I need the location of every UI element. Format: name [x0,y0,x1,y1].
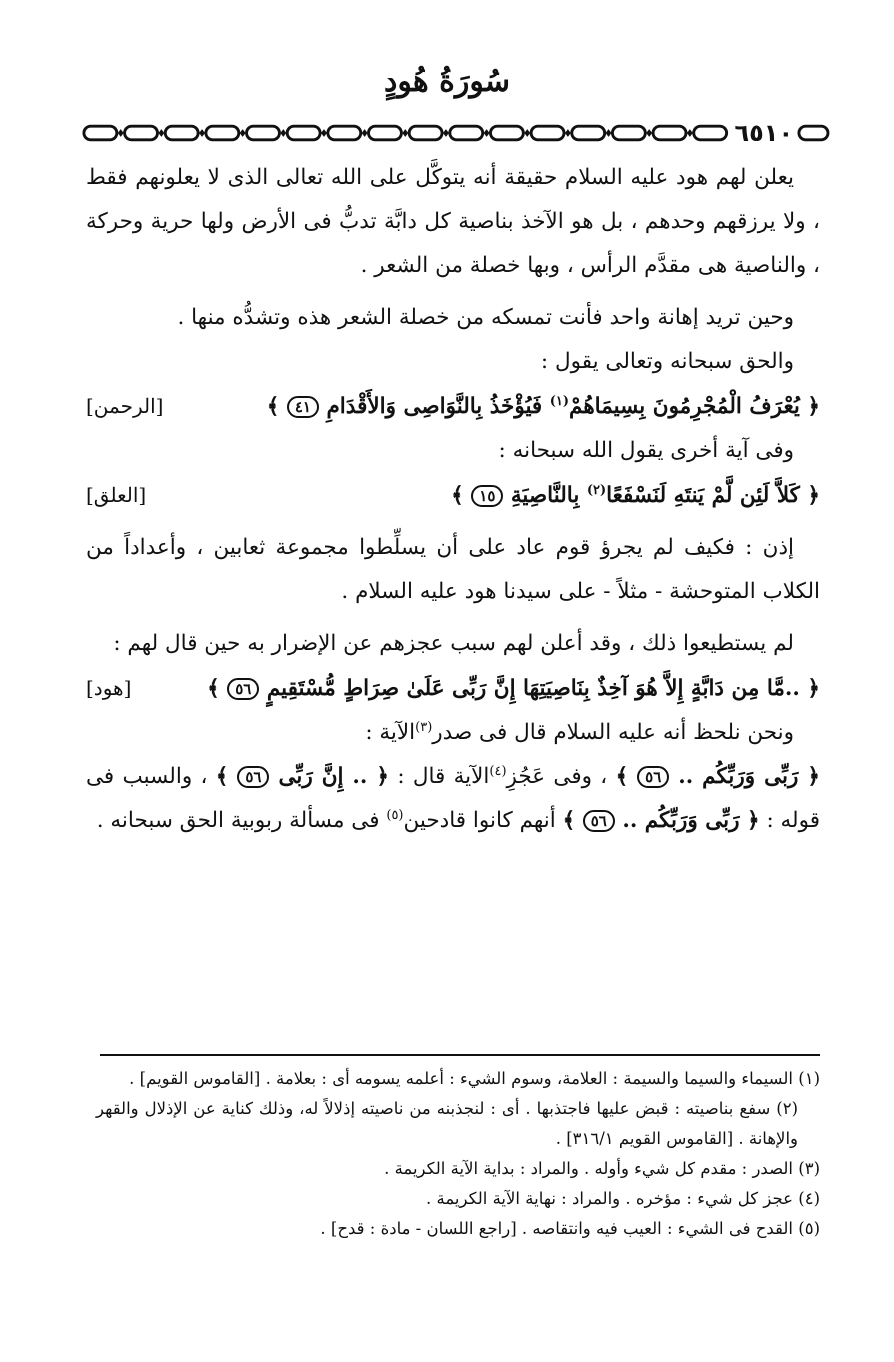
main-text [86,156,820,843]
footnote-3: (٣) الصدر : مقدم كل شيء وأوله . والمراد : بداية الآية الكريمة . [384,1159,820,1178]
quran-verse-2 [86,473,820,518]
quote-2: ﴿ .. إِنَّ رَبِّى ٥٦ ﴾ [215,764,389,789]
verse-3-source: [هود] [86,676,132,700]
footnote-separator [100,1054,820,1056]
footnote-marker-5: (٥) [386,807,404,823]
footnote-marker-4: (٤) [489,763,507,779]
footnotes [96,1064,820,1244]
footnote-2: (٢) سفع بناصيته : قبض عليها فاجتذبها . أى : لنجذبنه من ناصيته إذلالاً له، وذلك كناية عن الإذلال والقهر والإهانة . [القاموس القويم ٣١٦/١] . [96,1099,798,1148]
paragraph-5: إذن : فكيف لم يجرؤ قوم عاد على أن يسلِّطوا مجموعة ثعابين ، وأعداداً من الكلاب المتوحشة - مثلاً - على سيدنا هود عليه السلام . [86,535,820,604]
paragraph-1: يعلن لهم هود عليه السلام حقيقة أنه يتوكَّل على الله تعالى الذى لا يعلونهم فقط ، ولا يرزقهم وحدهم ، بل هو الآخذ بناصية كل دابَّة تدبُّ فى الأرض ولها حرية وحركة ، والناصية هى مقدَّم الرأس ، وبها خصلة من الشعر . [86,165,820,278]
ayah-number-badge: ٤١ [287,396,319,418]
page-header-ornament [82,119,830,147]
verse-1-source: [الرحمن] [86,394,164,418]
paragraph-7: ونحن نلحظ أنه عليه السلام قال فى صدر$^{(٣)}$الآية : [365,719,794,745]
quran-verse-1 [86,384,820,429]
paragraph-6: لم يستطيعوا ذلك ، وقد أعلن لهم سبب عجزهم عن الإضرار به حين قال لهم : [113,631,794,656]
footnote-marker-3: (٣) [415,719,433,735]
verse-3-text: ﴿ ..مَّا مِن دَابَّةٍ إِلاَّ هُوَ آخِذٌ بِنَاصِيَتِهَا إِنَّ رَبِّى عَلَىٰ صِرَاطٍ مُّسْتَقِيمٍ ٥٦ ﴾ [207,676,820,701]
quote-3: ﴿ رَبِّى وَرَبِّكُم .. ٥٦ ﴾ [562,808,760,833]
paragraph-8: ﴿ رَبِّى وَرَبِّكُم .. ٥٦ ﴾ ، وفى عَجُزِ$^{(٤)}$الآية قال : ﴿ .. إِنَّ رَبِّى ٥٦ ﴾ ، والسبب فى قوله : ﴿ رَبِّى وَرَبِّكُم .. ٥٦ ﴾ أنهم كانوا قادحين$^{(٥)}$ فى مسألة ربوبية الحق سبحانه . [86,763,820,833]
decorative-chain-border [82,123,731,143]
footnote-4: (٤) عجز كل شيء : مؤخره . والمراد : نهاية الآية الكريمة . [426,1189,820,1208]
ayah-number-badge: ٥٦ [227,678,259,700]
quote-1: ﴿ رَبِّى وَرَبِّكُم .. ٥٦ ﴾ [615,764,820,789]
paragraph-3: والحق سبحانه وتعالى يقول : [540,349,794,374]
verse-2-text: ﴿ كَلاَّ لَئِن لَّمْ يَنتَهِ لَنَسْفَعًا$^{(٢)}$ بِالنَّاصِيَةِ ١٥ ﴾ [451,482,820,508]
sura-title: سُورَةُ هُودٍ [384,64,510,99]
verse-2-source: [العلق] [86,483,147,507]
verse-1-text: ﴿ يُعْرَفُ الْمُجْرِمُونَ بِسِيمَاهُمْ$^{(١)}$ فَيُؤْخَذُ بِالنَّوَاصِى وَالأَقْدَامِ ٤١ ﴾ [266,393,820,419]
footnote-marker-2: (٢) [586,482,607,498]
quran-verse-3 [86,666,820,711]
footnote-marker-1: (١) [549,393,570,409]
ayah-number-badge: ١٥ [471,485,503,507]
ayah-number-badge: ٥٦ [637,766,669,788]
paragraph-4: وفى آية أخرى يقول الله سبحانه : [498,438,794,463]
paragraph-2: وحين تريد إهانة واحد فأنت تمسكه من خصلة الشعر هذه وتشدُّه منها . [177,305,794,330]
page-number: ٦٥١٠ [734,119,794,147]
footnote-5: (٥) القدح فى الشيء : العيب فيه وانتقاصه . [راجع اللسان - مادة : قدح] . [320,1219,820,1238]
ayah-number-badge: ٥٦ [237,766,269,788]
footnote-1: (١) السيماء والسيما والسيمة : العلامة، وسوم الشيء : أعلمه يسومه أى : بعلامة . [القاموس القويم] . [129,1069,820,1088]
left-end-ornament [797,123,830,143]
ayah-number-badge: ٥٦ [583,810,615,832]
